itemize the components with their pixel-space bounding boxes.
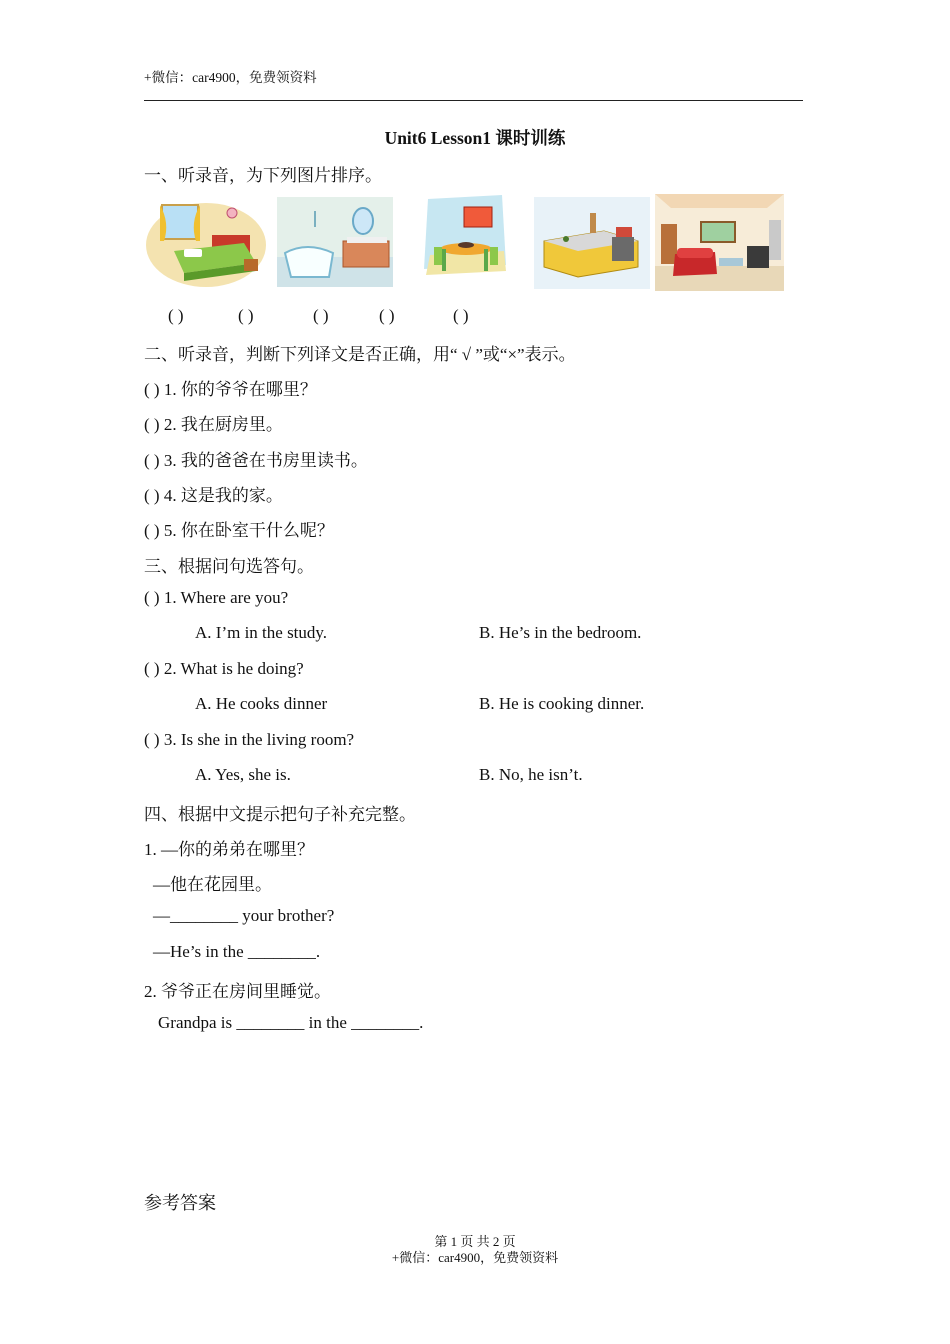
header-wechat: +微信：car4900，免费领资料 bbox=[144, 70, 317, 85]
kitchen-picture bbox=[534, 197, 650, 289]
section3-question: ( ) 1. Where are you? bbox=[144, 588, 289, 607]
section2-item: ( ) 3. 我的爸爸在书房里读书。 bbox=[144, 451, 368, 470]
option-a: A. I’m in the study. bbox=[195, 623, 328, 642]
order-blank-3[interactable]: ( ) bbox=[313, 306, 329, 325]
order-blank-4[interactable]: ( ) bbox=[379, 306, 395, 325]
option-b: B. No, he isn’t. bbox=[479, 765, 583, 784]
section3-question: ( ) 2. What is he doing? bbox=[144, 659, 304, 678]
section4-heading: 四、根据中文提示把句子补充完整。 bbox=[144, 805, 416, 824]
section4-q1-english-question: —________ your brother? bbox=[153, 906, 335, 925]
section4-q1-chinese-answer: —他在花园里。 bbox=[153, 875, 272, 894]
order-blank-1[interactable]: ( ) bbox=[168, 306, 184, 325]
option-a: A. Yes, she is. bbox=[195, 765, 291, 784]
section1-heading: 一、听录音，为下列图片排序。 bbox=[144, 166, 382, 185]
page-title: Unit6 Lesson1 课时训练 bbox=[384, 128, 566, 148]
section4-q1-english-answer: —He’s in the ________. bbox=[153, 942, 321, 961]
answers-heading: 参考答案 bbox=[144, 1193, 216, 1213]
section4-q2-chinese: 2. 爷爷正在房间里睡觉。 bbox=[144, 982, 331, 1001]
section4-q1-chinese: 1. —你的弟弟在哪里？ bbox=[144, 840, 314, 859]
section2-item: ( ) 5. 你在卧室干什么呢？ bbox=[144, 521, 334, 540]
living-room-picture bbox=[655, 194, 784, 291]
dining-room-picture bbox=[420, 193, 550, 291]
option-b: B. He is cooking dinner. bbox=[479, 694, 645, 713]
option-a: A. He cooks dinner bbox=[195, 694, 328, 713]
section3-question: ( ) 3. Is she in the living room? bbox=[144, 730, 355, 749]
section2-item: ( ) 4. 这是我的家。 bbox=[144, 486, 283, 505]
section2-heading: 二、听录音，判断下列译文是否正确，用“ √ ”或“×”表示。 bbox=[144, 345, 576, 364]
section2-item: ( ) 2. 我在厨房里。 bbox=[144, 415, 283, 434]
bedroom-picture bbox=[144, 193, 274, 291]
order-blank-2[interactable]: ( ) bbox=[238, 306, 254, 325]
page-number: 第 1 页 共 2 页 bbox=[434, 1234, 516, 1249]
header-divider bbox=[144, 100, 803, 101]
option-b: B. He’s in the bedroom. bbox=[479, 623, 642, 642]
order-blank-5[interactable]: ( ) bbox=[453, 306, 469, 325]
section4-q2-english: Grandpa is ________ in the ________. bbox=[158, 1013, 424, 1032]
section2-item: ( ) 1. 你的爷爷在哪里？ bbox=[144, 380, 317, 399]
bathroom-picture bbox=[277, 197, 393, 287]
footer-wechat: +微信：car4900，免费领资料 bbox=[391, 1250, 559, 1265]
section3-heading: 三、根据问句选答句。 bbox=[144, 557, 314, 576]
